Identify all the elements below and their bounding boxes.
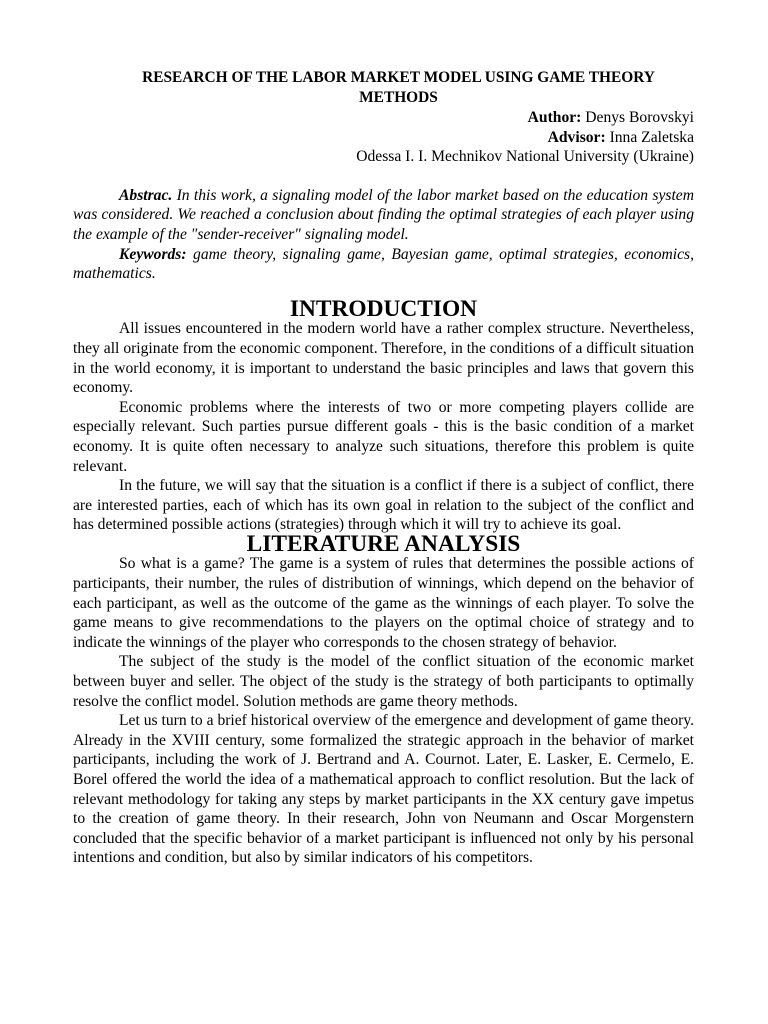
literature-paragraph: Let us turn to a brief historical overview of the emergence and development of game theory. Already in the XVIII century, some formalized the strategic approach in the behavior of market participants, including the work of J. Bertrand and A. Cournot. Later, E. Lasker, E. Cermelo, E. Borel offered the world the idea of a mathematical approach to conflict resolution. But the lack of relevant methodology for taking any steps by market participants in the XX century gave impetus to the creation of game theory. In their research, John von Neumann and Oscar Morgenstern concluded that the specific behavior of a market participant is influenced not only by his personal intentions and condition, but also by similar indicators of his competitors. <box>73 712 694 867</box>
author-label: Author: <box>527 109 582 126</box>
literature-paragraph: So what is a game? The game is a system of rules that determines the possible actions of participants, their number, the rules of distribution of winnings, which depend on the behavior of each participant, as well as the outcome of the game as the winnings of each player. To solve the game means to give recommendations to the players on the optimal choice of strategy and to indicate the winnings of the player who corresponds to the chosen strategy of behavior. <box>73 555 694 651</box>
intro-paragraph: Economic problems where the interests of two or more competing players collide are especially relevant. Such parties pursue different goals - this is the basic condition of a market economy. It is quite often necessary to analyze such situations, therefore this problem is quite relevant. <box>73 398 694 475</box>
section-heading-literature: LITERATURE ANALYSIS <box>246 530 521 557</box>
document-page <box>73 68 694 868</box>
abstract-label: Abstrac. <box>119 186 173 204</box>
keywords-text: game theory, signaling game, Bayesian game, optimal strategies, economics, mathematics. <box>73 245 694 283</box>
keywords-label: Keywords: <box>119 245 187 263</box>
spacer <box>73 167 694 186</box>
advisor-label: Advisor: <box>547 128 606 146</box>
advisor-name: Inna Zaletska <box>605 128 694 146</box>
literature-paragraph: The subject of the study is the model of the conflict situation of the economic market between buyer and seller. The object of the study is the strategy of both participants to optimally resolve the conflict model. Solution methods are game theory methods. <box>73 653 694 710</box>
author-line <box>73 108 694 128</box>
intro-paragraph: All issues encountered in the modern world have a rather complex structure. Nevertheless, they all originate from the economic component. Therefore, in the conditions of a difficult situation in the world economy, it is important to understand the basic principles and laws that govern this economy. <box>73 320 694 397</box>
advisor-line <box>73 128 694 148</box>
keywords-paragraph <box>73 245 694 284</box>
affiliation: Odessa I. I. Mechnikov National University (Ukraine) <box>356 148 694 166</box>
section-heading-introduction: INTRODUCTION <box>289 295 478 322</box>
author-name: Denys Borovskyi <box>581 109 694 126</box>
paper-title: RESEARCH OF THE LABOR MARKET MODEL USING GAME THEORY METHODS <box>142 69 655 106</box>
abstract-text: In this work, a signaling model of the labor market based on the education system was considered. We reached a conclusion about finding the optimal strategies of each player using the example of the "sender-receiver" signaling model. <box>73 186 694 243</box>
abstract-paragraph <box>73 186 694 245</box>
intro-paragraph: In the future, we will say that the situation is a conflict if there is a subject of conflict, there are interested parties, each of which has its own goal in relation to the subject of the conflict and has determined possible actions (strategies) through which it will try to achieve its goal. <box>73 477 694 534</box>
